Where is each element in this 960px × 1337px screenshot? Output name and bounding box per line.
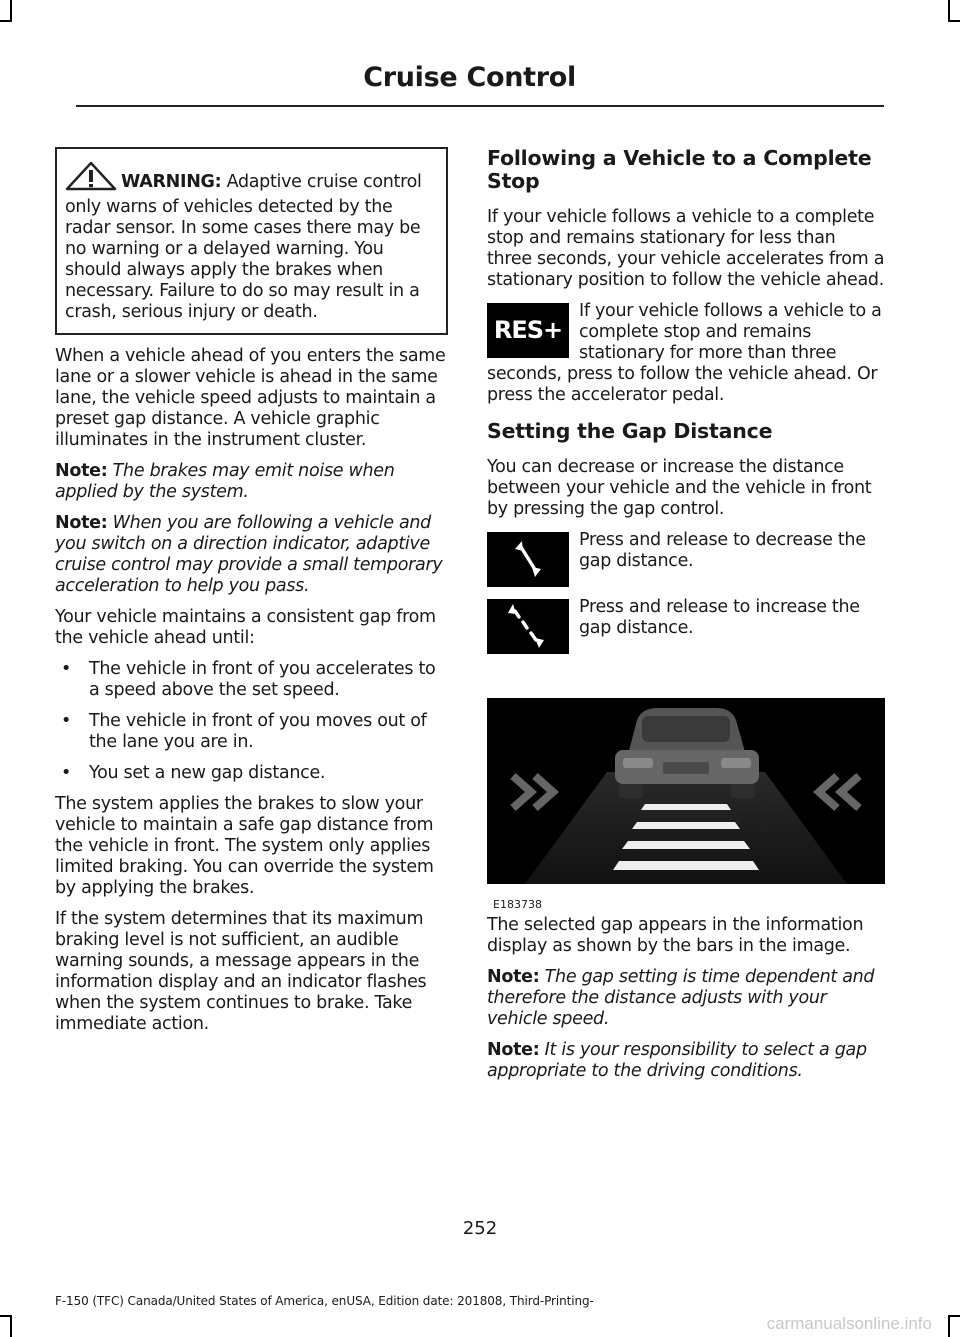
body-paragraph: Your vehicle maintains a consistent gap from the vehicle ahead until: <box>55 607 436 648</box>
page-number: 252 <box>462 1218 498 1239</box>
list-item: • The vehicle in front of you moves out of the lane you are in. <box>55 711 448 753</box>
increase-gap-text: Press and release to increase the gap distance. <box>579 597 860 638</box>
note-text: It is your responsibility to select a gap appropriate to the driving conditions. <box>487 1040 867 1081</box>
note <box>487 967 885 1030</box>
note <box>55 461 448 503</box>
right-column <box>487 147 885 1092</box>
list-item: • The vehicle in front of you accelerates to a speed above the set speed. <box>55 659 448 701</box>
bullet-list <box>55 659 448 784</box>
body-paragraph: The selected gap appears in the information display as shown by the bars in the image. <box>487 915 864 956</box>
decrease-gap-instruction <box>487 530 885 587</box>
crop-mark <box>0 1315 12 1317</box>
note-label: Note: <box>487 1040 540 1060</box>
increase-gap-instruction <box>487 597 885 654</box>
body-paragraph: If the system determines that its maximum braking level is not sufficient, an audible warning sounds, a message appears in the information display and an indicator flashes when the system continues to brake. Take immediate action. <box>55 909 427 1034</box>
title-rule <box>76 105 884 107</box>
decrease-gap-text: Press and release to decrease the gap distance. <box>579 530 866 571</box>
crop-mark <box>10 1315 12 1337</box>
note-text: When you are following a vehicle and you switch on a direction indicator, adaptive cruise control may provide a small temporary acceleration to help you pass. <box>55 513 443 596</box>
warning-label: WARNING: <box>121 172 222 192</box>
gap-display-illustration <box>487 698 885 884</box>
note <box>55 513 448 597</box>
note <box>487 1040 885 1082</box>
crop-mark <box>0 20 12 22</box>
list-item: • You set a new gap distance. <box>55 763 448 784</box>
watermark: carmanualsonline.info <box>766 1314 932 1333</box>
res-instruction <box>487 301 885 406</box>
section-heading: Following a Vehicle to a Complete Stop <box>487 146 872 193</box>
note-text: The gap setting is time dependent and therefore the distance adjusts with your vehicle speed. <box>487 967 875 1029</box>
gap-decrease-icon <box>487 532 569 587</box>
section-heading: Setting the Gap Distance <box>487 419 773 443</box>
note-label: Note: <box>55 513 108 533</box>
warning-text: Adaptive cruise control only warns of vehicles detected by the radar sensor. In some cases there may be no warning or a delayed warning. You should always apply the brakes when necessary. Failure to do so may result in a crash, serious injury or death. <box>65 172 422 322</box>
body-paragraph: When a vehicle ahead of you enters the same lane or a slower vehicle is ahead in the same lane, the vehicle speed adjusts to maintain a preset gap distance. A vehicle graphic illuminates in the instrument cluster. <box>55 346 446 450</box>
crop-mark <box>948 0 950 22</box>
footer-text: F-150 (TFC) Canada/United States of America, enUSA, Edition date: 201808, Third-Printing- <box>55 1294 594 1308</box>
warning-box <box>55 147 448 335</box>
warning-paragraph <box>65 161 440 323</box>
body-paragraph: If your vehicle follows a vehicle to a complete stop and remains stationary for less than three seconds, your vehicle accelerates from a stationary position to follow the vehicle ahead. <box>487 207 885 290</box>
gap-increase-icon <box>487 599 569 654</box>
note-text: The brakes may emit noise when applied by the system. <box>55 461 395 502</box>
note-label: Note: <box>487 967 540 987</box>
figure-id: E183738 <box>493 898 542 911</box>
left-column <box>55 147 448 1045</box>
body-paragraph: You can decrease or increase the distance between your vehicle and the vehicle in front by pressing the gap control. <box>487 457 872 519</box>
note-label: Note: <box>55 461 108 481</box>
body-paragraph: The system applies the brakes to slow your vehicle to maintain a safe gap distance from the vehicle in front. The system only applies limited braking. You can override the system by applying the brakes. <box>55 794 434 898</box>
warning-triangle-icon <box>65 161 117 197</box>
crop-mark <box>948 20 960 22</box>
page-title: Cruise Control <box>363 62 576 93</box>
crop-mark <box>948 1315 960 1317</box>
res-plus-button-icon: RES+ <box>487 303 569 358</box>
crop-mark <box>948 1315 950 1337</box>
res-instruction-text: If your vehicle follows a vehicle to a complete stop and remains stationary for more than three seconds, press to follow the vehicle ahead. Or press the accelerator pedal. <box>487 301 882 405</box>
crop-mark <box>10 0 12 22</box>
